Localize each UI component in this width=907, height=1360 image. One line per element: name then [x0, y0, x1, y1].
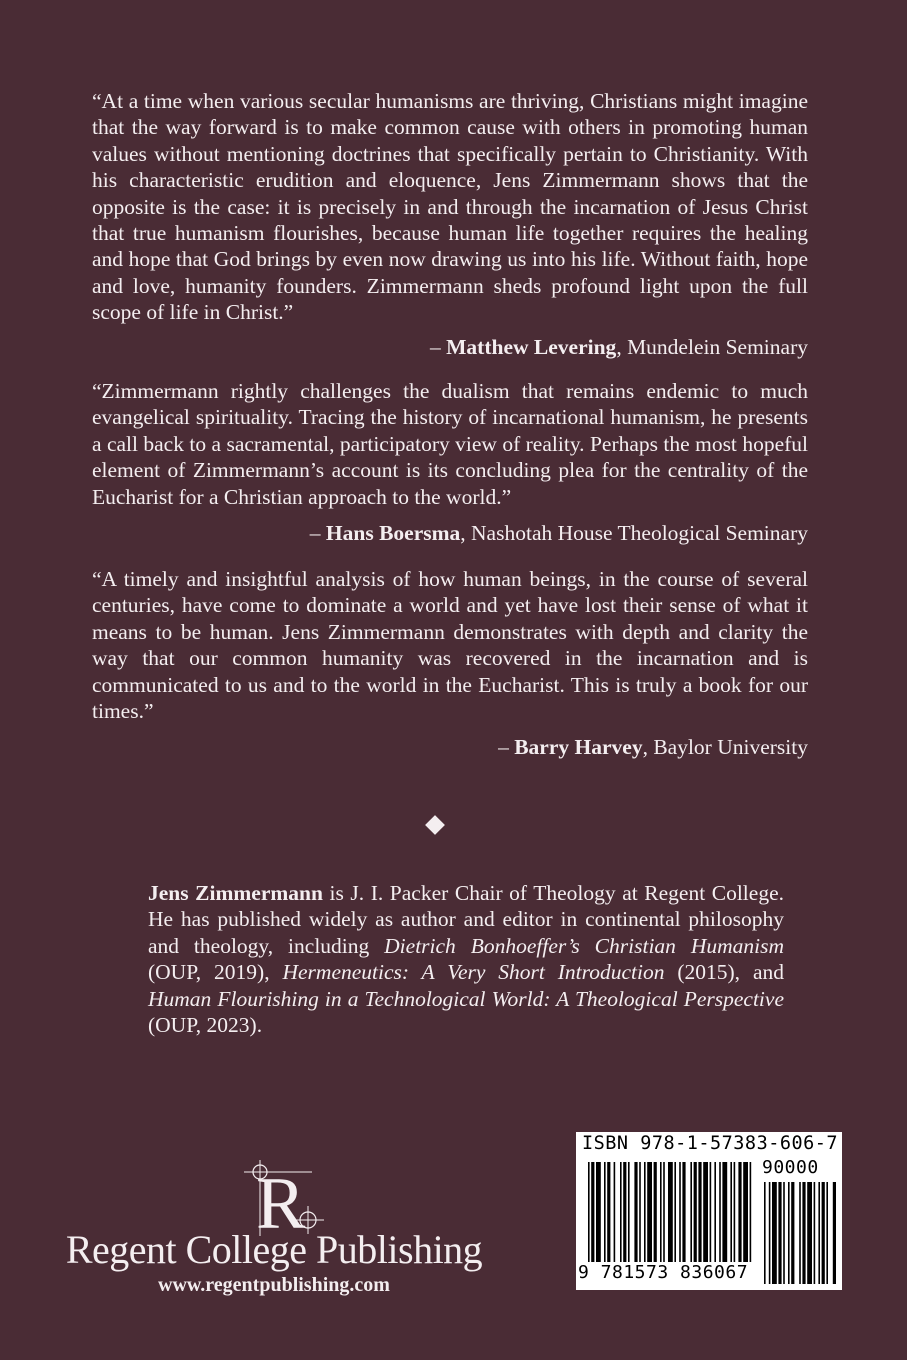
endorser-affiliation: , Mundelein Seminary: [616, 335, 808, 359]
endorsement-attribution-2: [310, 520, 808, 546]
barcode-addon-number: 90000: [762, 1157, 819, 1178]
publisher-url[interactable]: www.regentpublishing.com: [158, 1274, 390, 1296]
author-name: Jens Zimmermann: [148, 881, 323, 905]
book-title: Hermeneutics: A Very Short Introduction: [282, 960, 665, 985]
endorser-name: Matthew Levering: [446, 335, 617, 359]
attribution-dash: –: [309, 521, 326, 545]
endorsement-quote-3: “A timely and insightful analysis of how human beings, in the course of several centuries, have come to dominate a world and yet have lost their sense of what it means to be human. Jens Zimmermann demonstrates with depth and clarity the way that our common humanity was recovered in the incarnation and is communicated to us and to the world in the Eucharist. This is truly a book for our times.”: [92, 567, 808, 724]
diamond-ornament-icon: [425, 815, 445, 835]
bio-text: (OUP, 2019),: [148, 960, 283, 985]
book-title: Human Flourishing in a Technological World: A Theological Perspective: [148, 986, 784, 1011]
bio-text: is J. I. Packer Chair of Theology at Regent College. He has published widely as author and editor in continental philosophy and theology, including: [148, 881, 784, 958]
endorser-affiliation: , Baylor University: [642, 735, 808, 759]
endorsement-quote-2: “Zimmermann rightly challenges the dualism that remains endemic to much evangelical spirituality. Tracing the history of incarnational humanism, he presents a call back to a sacramental, participatory view of reality. Perhaps the most hopeful element of Zimmermann’s account is its concluding plea for the centrality of the Eucharist for a Christian approach to the world.”: [92, 379, 808, 509]
endorser-name: Barry Harvey: [514, 735, 643, 759]
attribution-dash: –: [430, 335, 447, 359]
endorsement-attribution-3: [498, 734, 808, 760]
endorsement-quote-1: “At a time when various secular humanisms are thriving, Christians might imagine that the way forward is to make common cause with others in promoting human values without mentioning doctrines that specifically pertain to Christianity. With his characteristic erudition and eloquence, Jens Zimmermann shows that the opposite is the case: it is precisely in and through the incarnation of Jesus Christ that true humanism flourishes, because human life together requires the healing and hope that God brings by even now drawing us into his life. Without faith, hope and love, humanity founders. Zimmermann sheds profound light upon the full scope of life in Christ.”: [92, 89, 808, 325]
barcode-ean-number: 9 781573 836067: [578, 1262, 749, 1283]
logo-letter: R: [256, 1163, 306, 1238]
attribution-dash: –: [498, 735, 515, 759]
bio-text: (2015), and: [664, 960, 784, 985]
author-bio: [148, 880, 784, 1038]
book-title: Dietrich Bonhoeffer’s Christian Humanism: [384, 933, 784, 958]
bio-text: (OUP, 2023).: [148, 1013, 263, 1038]
publisher-name: Regent College Publishing: [65, 1227, 483, 1272]
endorser-name: Hans Boersma: [325, 521, 461, 545]
endorsement-attribution-1: [430, 334, 808, 360]
endorser-affiliation: , Nashotah House Theological Seminary: [460, 521, 808, 545]
isbn-label: ISBN 978-1-57383-606-7: [582, 1133, 839, 1154]
